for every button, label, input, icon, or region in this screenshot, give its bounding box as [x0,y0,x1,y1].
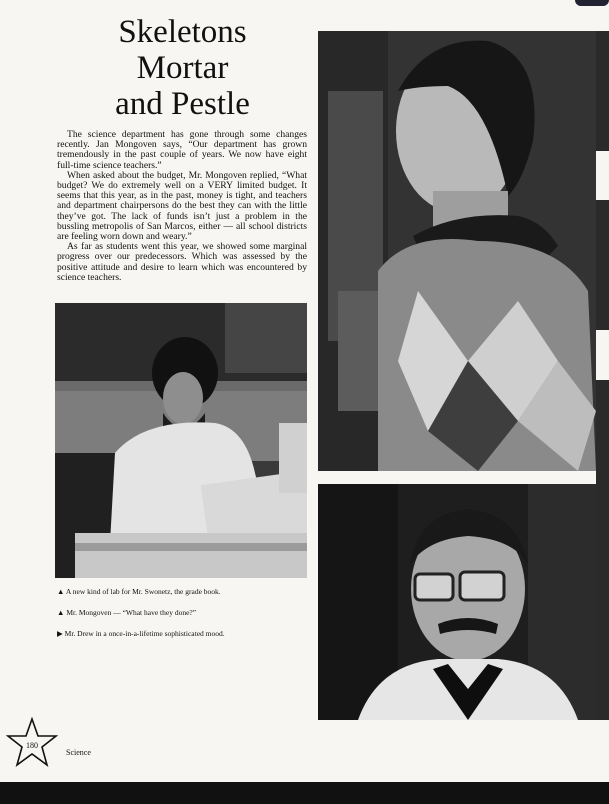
paragraph: When asked about the budget, Mr. Mongoven replied, “What budget? We do extremely well on a VERY limited budget. It seems that this year, as in the past, money is tight, and teachers and department chairpersons do the best they can with the little they’ve got. The lack of funds isn’t just a problem in the bussling metropolis of San Marcos, either — all school districts are feeling worn down and weary.” [57,169,307,243]
caption-text: A new kind of lab for Mr. Swonetz, the grade book. [65,587,221,596]
adjacent-page-edge [596,200,609,330]
photo-mongoven [318,31,596,471]
caption-drew [57,629,307,638]
headline [90,14,275,122]
article-body [57,130,307,283]
section-label: Science [66,748,91,757]
caption-mongoven [57,608,307,617]
photo-captions [57,587,307,650]
caption-text: Mr. Mongoven — “What have they done?” [66,608,197,617]
caption-swonetz [57,587,307,596]
paragraph: As far as students went this year, we showed some marginal progress over our predecessors. Which was assessed by the positive attitude and desire to learn which was encountered by science teachers. [57,241,307,283]
up-triangle-icon: ▲ [57,587,65,596]
up-triangle-icon: ▲ [57,608,65,617]
adjacent-page-edge [596,31,609,151]
photo-swonetz-grading [55,303,307,578]
paragraph: The science department has gone through some changes recently. Jan Mongoven says, “Our department has grown tremendously in the past couple of years. We now have eight full-time science teachers.” [57,129,307,171]
page-number: 180 [26,741,38,750]
headline-line-3: and Pestle [115,86,250,122]
page-edge-mark [575,0,609,6]
headline-line-1: Skeletons [118,14,247,50]
photo-drew [318,484,596,720]
right-triangle-icon: ▶ [57,629,63,638]
scan-edge [0,782,609,804]
adjacent-page-edge [596,380,609,720]
headline-line-2: Mortar [136,50,229,86]
caption-text: Mr. Drew in a once-in-a-lifetime sophisticated mood. [64,629,225,638]
